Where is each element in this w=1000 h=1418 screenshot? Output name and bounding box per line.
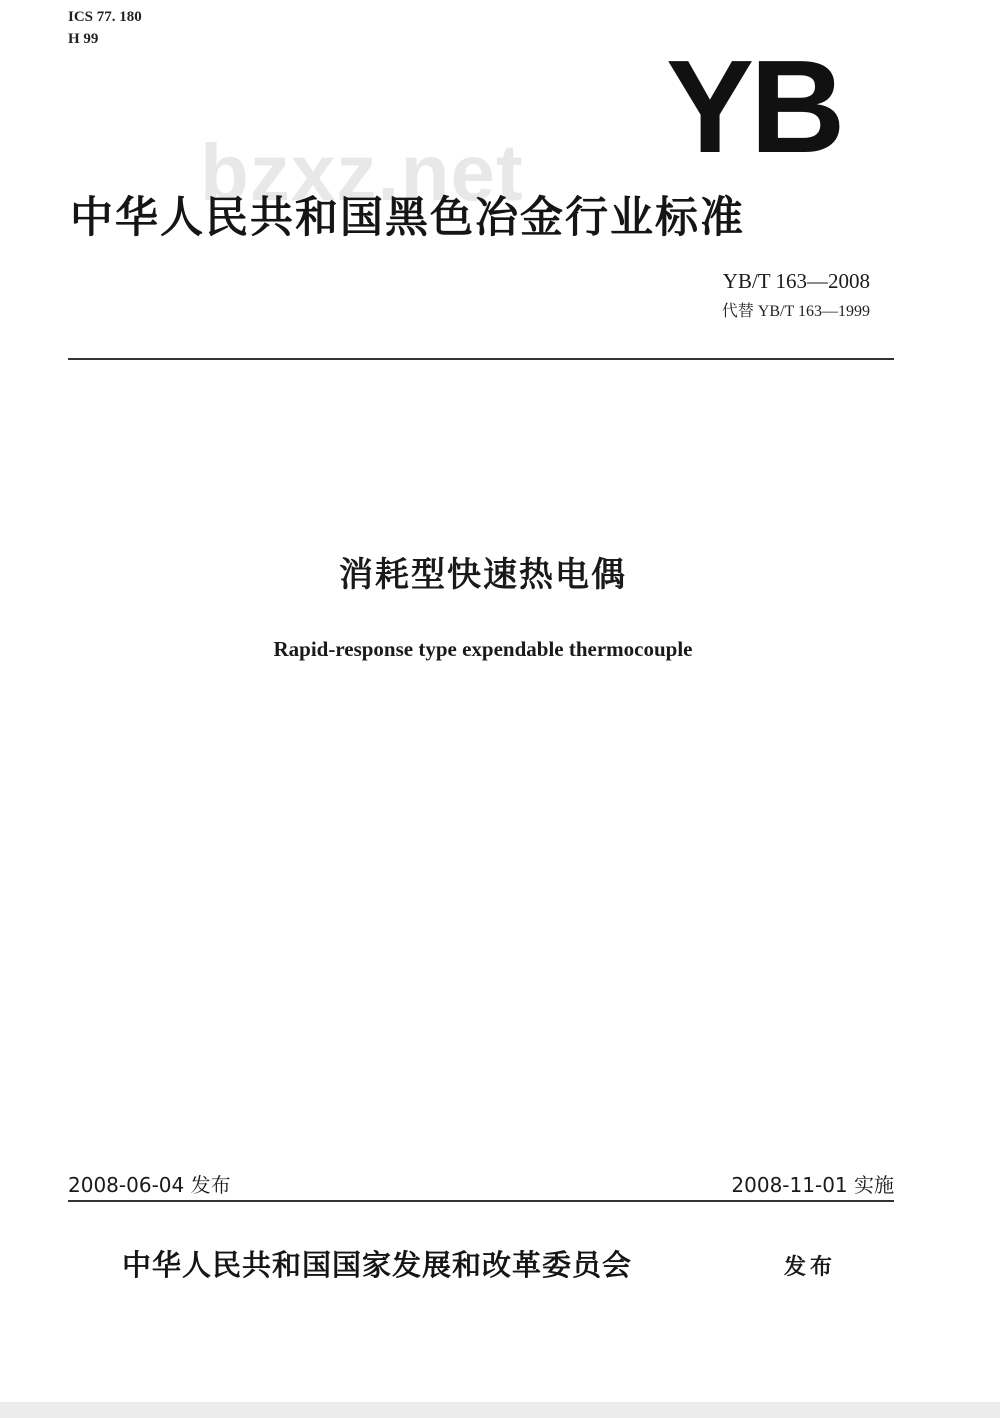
publisher-name: 中华人民共和国国家发展和改革委员会	[122, 1248, 633, 1282]
yb-logo: YB	[666, 33, 842, 180]
footer-divider	[68, 1200, 894, 1202]
document-title-chinese: 消耗型快速热电偶	[339, 555, 627, 595]
publish-label: 发布	[784, 1255, 837, 1280]
ccs-code: H 99	[68, 31, 99, 47]
replaces-standard: 代替 YB/T 163—1999	[721, 303, 870, 320]
standard-number-text: YB/T 163—2008	[722, 269, 870, 293]
header-divider	[68, 358, 894, 360]
standard-category-title: 中华人民共和国黑色冶金行业标准	[70, 193, 745, 243]
page-edge	[0, 1402, 1000, 1418]
standard-number	[723, 268, 870, 294]
document-title-english: Rapid-response type expendable thermocouple	[273, 637, 693, 661]
ics-code: ICS 77. 180	[68, 9, 142, 25]
issue-date: 2008-06-04 发布	[68, 1173, 231, 1197]
classification-codes	[68, 6, 142, 50]
watermark: bzxz.net	[200, 128, 524, 217]
implementation-date: 2008-11-01 实施	[731, 1173, 894, 1197]
